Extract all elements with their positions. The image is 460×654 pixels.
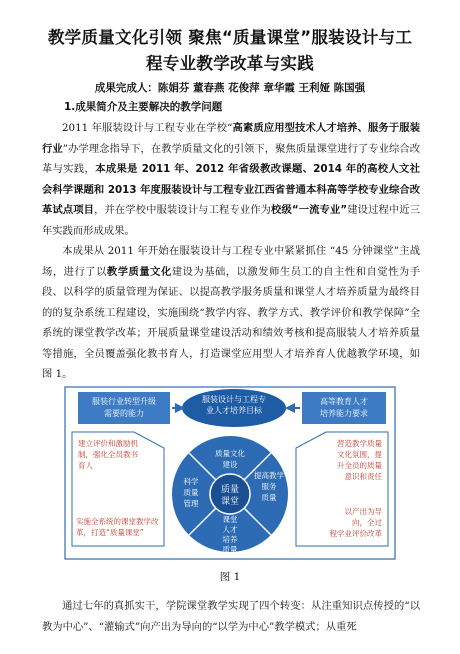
wheel-right-text-2: 服务 — [261, 482, 277, 491]
paragraph-3 — [42, 596, 420, 637]
paragraph-1 — [42, 118, 420, 241]
right-top-text-2: 文化氛围，提 — [337, 450, 382, 459]
right-bottom-text-2: 向，全过 — [352, 518, 382, 527]
paragraph-segment: 教学质量文化 — [106, 265, 172, 278]
top-right-text-1: 高等教育人才 — [320, 397, 368, 406]
top-right-text-2: 培养能力要求 — [320, 409, 368, 418]
wheel-center-text-1: 质量 — [220, 485, 240, 495]
paragraph-segment: 校级“一流专业” — [271, 204, 348, 216]
top-left-text-2: 需要的能力 — [104, 409, 144, 418]
wheel-bottom-text-3: 培养 — [222, 535, 238, 544]
wheel-left-text-3: 管理 — [183, 499, 199, 508]
right-top-text-3: 升全员的质量 — [337, 461, 382, 470]
left-bottom-text-2: 革，打造“质量课堂” — [76, 528, 144, 537]
right-top-text-1: 营造教学质量 — [337, 439, 382, 448]
paragraph-segment: ，并在学校中服装设计与工程专业作为 — [94, 204, 272, 216]
left-top-text-2: 制，强化全员教书 — [78, 450, 138, 459]
wheel-bottom-text-4: 质量 — [222, 545, 238, 554]
title-line-2: 程专业教学改革与实践 — [146, 54, 314, 73]
title-line-1: 教学质量文化引领 聚焦“质量课堂”服装设计与工 — [47, 28, 413, 47]
wheel-left-text-2: 质量 — [183, 488, 199, 497]
top-left-text-1: 服装行业转型升级 — [92, 397, 156, 406]
paragraph-segment: 本成果从 2011 年开始在服装设计与工程专业中紧紧抓住 “45 分钟课堂”主战场，进行了以 — [42, 245, 420, 278]
wheel-center-text-2: 课堂 — [220, 497, 240, 507]
left-bottom-text-1: 实施全系统的课堂教学改 — [76, 517, 159, 526]
paragraph-segment: 2011 年服装设计与工程专业在学校“ — [62, 122, 233, 134]
figure-caption: 图 1 — [219, 571, 241, 583]
top-center-text-1: 服装设计与工程专 — [202, 395, 266, 404]
wheel-bottom-text-1: 课堂 — [222, 515, 238, 524]
authors-line: 成果完成人：陈娟芬 董春燕 花俊萍 章华霞 王利娅 陈国强 — [94, 82, 366, 94]
wheel-bottom-text-2: 人才 — [222, 525, 238, 534]
left-top-text-3: 育人 — [78, 461, 93, 470]
figure-diagram — [64, 386, 396, 560]
wheel-top-text-1: 质量文化 — [215, 449, 245, 458]
top-center-text-2: 业人才培养目标 — [206, 406, 262, 415]
wheel-right-text-3: 质量 — [261, 493, 277, 502]
right-bottom-text-1: 以产出为导 — [344, 507, 382, 516]
paragraph-segment: 本成果是 2011 年、2012 年省级教改课题、2014 年的高校人文社会科学课题和 2013 年度服装设计与工程专业江西省普通本科高等学校专业综合改革试点项目 — [42, 163, 420, 216]
wheel-left-text-1: 科学 — [183, 477, 199, 486]
paragraph-2 — [42, 241, 420, 385]
paragraph-segment: 建设为基础，以激发师生员工的自主性和自觉性为手段、以科学的质量管理为保证、以提高教学服务质量和课堂人才培养质量为最终目的的复杂系统工程建设，实施围绕“教学内容、教学方式、教学评价和教学保障”全系统的课堂教学改革；开展质量课堂建设活动和绩效考核和提高服装人才培养质量等措施，全员覆盖强化教书育人，打造课堂应用型人才培养育人优越教学环境，如图 1。 — [42, 265, 421, 380]
paragraph-segment: 建设过程中近三年实践而形成成果。 — [42, 204, 421, 237]
left-top-text-1: 建立评价和激励机 — [78, 439, 138, 448]
right-top-text-4: 意识和责任 — [344, 472, 382, 481]
paragraph-segment: ”办学理念指导下，在教学质量文化的引领下，聚焦质量课堂进行了专业综合改革与实践， — [42, 142, 421, 175]
wheel-right-text-1: 提高教学 — [254, 471, 284, 480]
paragraph-segment: 通过七年的真抓实干，学院课堂教学实现了四个转变：从注重知识点传授的“以教为中心”、“灌输式”向产出为导向的“以学为中心”教学模式；从重死 — [42, 600, 420, 633]
paragraph-segment: 高素质应用型技术人才培养、服务于服装行业 — [42, 122, 420, 155]
wheel-top-text-2: 建设 — [222, 460, 238, 469]
right-bottom-text-3: 程学业评价改革 — [329, 529, 382, 538]
section-heading: 1.成果简介及主要解决的教学问题 — [64, 101, 223, 113]
